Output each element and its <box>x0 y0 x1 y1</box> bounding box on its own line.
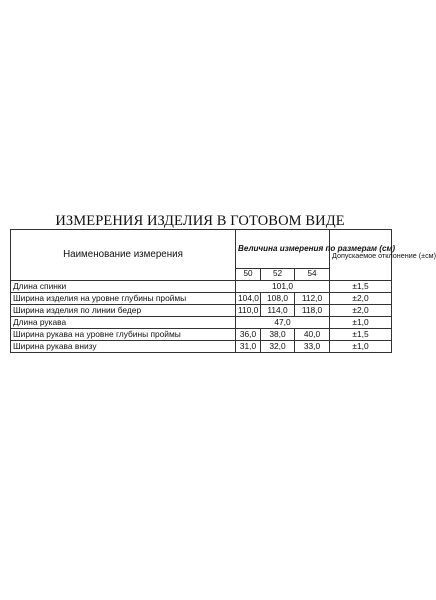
size-54: 54 <box>295 269 330 281</box>
row-value-50: 36,0 <box>236 329 261 341</box>
header-measurement-value: Величина измерения по размерам (см) <box>236 230 330 269</box>
row-value-52: 32,0 <box>261 341 295 353</box>
row-tolerance: ±1,0 <box>330 317 392 329</box>
row-value-52: 108,0 <box>261 293 295 305</box>
row-value-54: 33,0 <box>295 341 330 353</box>
measurements-table <box>10 229 436 353</box>
table-row <box>11 341 392 353</box>
row-name: Длина рукава <box>11 317 236 329</box>
table-row <box>11 317 392 329</box>
row-tolerance: ±1,5 <box>330 329 392 341</box>
row-value-50: 110,0 <box>236 305 261 317</box>
row-name: Ширина изделия по линии бедер <box>11 305 236 317</box>
row-value-54: 118,0 <box>295 305 330 317</box>
row-value-54: 40,0 <box>295 329 330 341</box>
table-row <box>11 281 392 293</box>
row-tolerance: ±2,0 <box>330 305 392 317</box>
row-tolerance: ±2,0 <box>330 293 392 305</box>
row-name: Ширина рукава на уровне глубины проймы <box>11 329 236 341</box>
row-value-52: 38,0 <box>261 329 295 341</box>
row-name: Длина спинки <box>11 281 236 293</box>
size-52: 52 <box>261 269 295 281</box>
document-title: ИЗМЕРЕНИЯ ИЗДЕЛИЯ В ГОТОВОМ ВИДЕ <box>55 213 345 229</box>
row-value-52: 114,0 <box>261 305 295 317</box>
row-name: Ширина изделия на уровне глубины проймы <box>11 293 236 305</box>
table-row <box>11 293 392 305</box>
row-value-merged: 47,0 <box>236 317 330 329</box>
row-tolerance: ±1,5 <box>330 281 392 293</box>
row-tolerance: ±1,0 <box>330 341 392 353</box>
header-measurement-name: Наименование измерения <box>11 230 236 281</box>
row-value-54: 112,0 <box>295 293 330 305</box>
row-value-merged: 101,0 <box>236 281 330 293</box>
size-50: 50 <box>236 269 261 281</box>
table-row <box>11 305 392 317</box>
row-value-50: 31,0 <box>236 341 261 353</box>
row-value-50: 104,0 <box>236 293 261 305</box>
table-header-row <box>11 230 392 269</box>
table-row <box>11 329 392 341</box>
header-tolerance: Допускаемое отклонение (±см) <box>330 230 392 281</box>
row-name: Ширина рукава внизу <box>11 341 236 353</box>
